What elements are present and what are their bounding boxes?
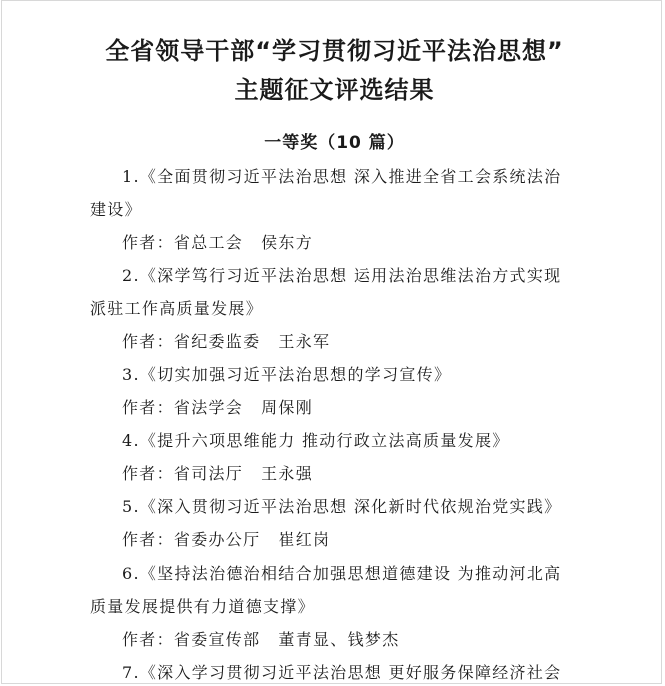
entry-4-title: 4.《提升六项思维能力 推动行政立法高质量发展》: [122, 431, 510, 450]
entry-6-author-label: 作者：省委宣传部: [122, 630, 261, 649]
entry-4-author-label: 作者：省司法厅: [122, 464, 244, 483]
entry-5-title: 5.《深入贯彻习近平法治思想 深化新时代依规治党实践》: [122, 497, 562, 516]
document-title-line-2: 主题征文评选结果: [234, 76, 435, 104]
entry-6-author-names: 董青显、钱梦杰: [278, 630, 400, 649]
entry-3-author: [122, 395, 313, 418]
entry-7-title: 7.《深入学习贯彻习近平法治思想 更好服务保障经济社会: [122, 663, 562, 682]
entry-5-author-label: 作者：省委办公厅: [122, 530, 261, 549]
entry-6-author: [122, 627, 400, 650]
entry-3-author-label: 作者：省法学会: [122, 398, 244, 417]
entry-5-author: [122, 527, 330, 550]
entry-1-author-label: 作者：省总工会: [122, 233, 244, 252]
entry-2-title-continued: 派驻工作高质量发展》: [90, 299, 264, 318]
entry-6-title-continued: 质量发展提供有力道德支撑》: [90, 597, 315, 616]
entry-5-author-names: 崔红岗: [278, 530, 331, 549]
entry-1-title: 1.《全面贯彻习近平法治思想 深入推进全省工会系统法治: [122, 167, 562, 186]
entry-1-author-names: 侯东方: [261, 233, 314, 252]
entry-3-author-names: 周保刚: [261, 398, 314, 417]
section-heading-first-prize: 一等奖（10 篇）: [264, 133, 405, 153]
entry-4-author: [122, 461, 313, 484]
entry-2-author-label: 作者：省纪委监委: [122, 332, 261, 351]
document-page: [1, 0, 662, 684]
entry-2-author: [122, 329, 330, 352]
document-title-line-1: 全省领导干部“学习贯彻习近平法治思想”: [105, 37, 564, 65]
entry-1-title-continued: 建设》: [90, 200, 142, 219]
entry-1-author: [122, 230, 313, 253]
entry-2-author-names: 王永军: [278, 332, 331, 351]
entry-3-title: 3.《切实加强习近平法治思想的学习宣传》: [122, 365, 452, 384]
entry-2-title: 2.《深学笃行习近平法治思想 运用法治思维法治方式实现: [122, 266, 562, 285]
entry-6-title: 6.《坚持法治德治相结合加强思想道德建设 为推动河北高: [122, 564, 562, 583]
entry-4-author-names: 王永强: [261, 464, 314, 483]
